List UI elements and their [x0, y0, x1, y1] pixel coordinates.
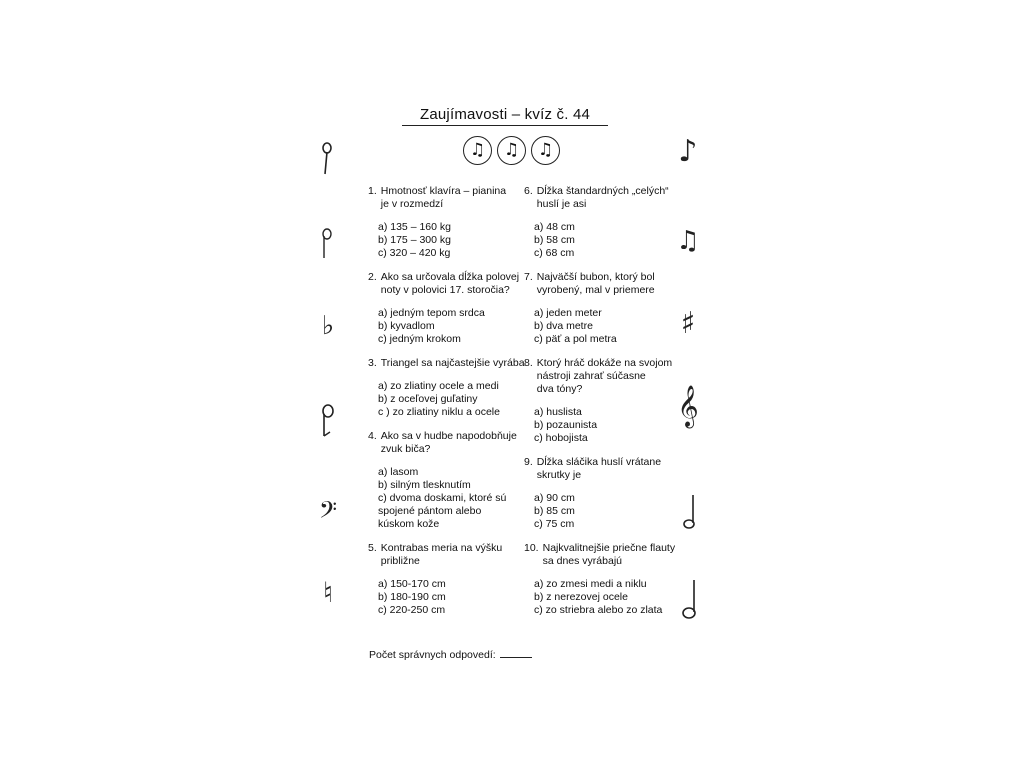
- question-2: [368, 271, 528, 346]
- half-note-icon: [313, 402, 343, 442]
- question-text: Najkvalitnejšie priečne flauty sa dnes vyrábajú: [542, 542, 676, 567]
- answer-option: a) zo zliatiny ocele a medi: [378, 380, 499, 392]
- question-1: [368, 185, 528, 260]
- question-text: Triangel sa najčastejšie vyrába: [380, 357, 525, 369]
- answer-option: a) jeden meter: [534, 307, 602, 319]
- answer-option: c) hobojista: [534, 432, 588, 444]
- answer-option: a) 48 cm: [534, 221, 575, 233]
- question-9: [524, 456, 674, 531]
- answer-option: c) päť a pol metra: [534, 333, 617, 345]
- question-3: [368, 357, 528, 419]
- question-number: 3.: [368, 357, 377, 369]
- score-label: Počet správnych odpovedí:: [369, 649, 496, 661]
- question-4: [368, 430, 528, 531]
- natural-icon: ♮: [322, 576, 333, 609]
- question-10: [524, 542, 684, 617]
- bass-clef-icon: 𝄢: [318, 496, 337, 529]
- music-note-circle-icon: ♫: [531, 136, 560, 165]
- music-note-circle-icon: ♫: [463, 136, 492, 165]
- answer-option: c) 68 cm: [534, 247, 575, 259]
- question-number: 1.: [368, 185, 377, 197]
- answer-option: b) 85 cm: [534, 505, 575, 517]
- eighth-note-icon: ♪: [678, 134, 698, 169]
- music-note-circle-icon: ♫: [497, 136, 526, 165]
- answer-option: c) 220-250 cm: [378, 604, 446, 616]
- score-footer: [369, 649, 532, 661]
- answer-option: c) dvoma doskami, ktoré sú spojené pántom alebo kúskom kože: [378, 492, 507, 530]
- answer-option: b) silným tlesknutím: [378, 479, 471, 491]
- answer-option: b) 58 cm: [534, 234, 575, 246]
- beamed-eighth-notes-icon: ♫: [676, 226, 700, 256]
- answer-option: a) zo zmesi medi a niklu: [534, 578, 647, 590]
- question-text: Dĺžka sláčika huslí vrátane skrutky je: [536, 456, 662, 481]
- question-text: Ako sa v hudbe napodobňuje zvuk biča?: [380, 430, 517, 455]
- question-5: [368, 542, 528, 617]
- answer-option: a) 135 – 160 kg: [378, 221, 451, 233]
- half-note-icon: [675, 493, 705, 537]
- question-number: 10.: [524, 542, 539, 554]
- question-text: Kontrabas meria na výšku približne: [380, 542, 503, 567]
- score-blank-line: [500, 657, 532, 658]
- flat-icon: ♭: [321, 311, 335, 341]
- question-text: Najväčší bubon, ktorý bol vyrobený, mal v priemere: [536, 271, 655, 296]
- question-number: 4.: [368, 430, 377, 442]
- answer-option: b) pozaunista: [534, 419, 598, 431]
- question-text: Hmotnosť klavíra – pianina je v rozmedzí: [380, 185, 507, 210]
- answer-option: a) 90 cm: [534, 492, 575, 504]
- answer-option: a) 150-170 cm: [378, 578, 446, 590]
- answer-option: c) 320 – 420 kg: [378, 247, 451, 259]
- question-number: 9.: [524, 456, 533, 468]
- question-number: 5.: [368, 542, 377, 554]
- answer-option: b) z oceľovej guľatiny: [378, 393, 478, 405]
- answer-option: c) 75 cm: [534, 518, 575, 530]
- question-8: [524, 357, 674, 445]
- answer-option: a) huslista: [534, 406, 582, 418]
- answer-option: c) zo striebra alebo zo zlata: [534, 604, 663, 616]
- sharp-icon: ♯: [680, 306, 696, 341]
- question-text: Ako sa určovala dĺžka polovej noty v polovici 17. storočia?: [380, 271, 520, 296]
- answer-option: b) 175 – 300 kg: [378, 234, 451, 246]
- question-text: Ktorý hráč dokáže na svojom nástroji zahrať súčasne dva tóny?: [536, 357, 673, 395]
- question-number: 2.: [368, 271, 377, 283]
- question-number: 6.: [524, 185, 533, 197]
- question-number: 7.: [524, 271, 533, 283]
- question-text: Dĺžka štandardných „celých“ huslí je asi: [536, 185, 669, 210]
- half-note-stem-icon: [313, 226, 343, 266]
- answer-option: b) z nerezovej ocele: [534, 591, 628, 603]
- answer-option: a) jedným tepom srdca: [378, 307, 485, 319]
- quarter-note-icon: [313, 140, 343, 180]
- answer-option: b) 180-190 cm: [378, 591, 446, 603]
- question-number: 8.: [524, 357, 533, 369]
- answer-option: b) kyvadlom: [378, 320, 435, 332]
- answer-option: b) dva metre: [534, 320, 593, 332]
- answer-option: a) lasom: [378, 466, 419, 478]
- treble-clef-icon: 𝄞: [677, 386, 699, 427]
- question-6: [524, 185, 674, 260]
- question-7: [524, 271, 674, 346]
- answer-option: c) jedným krokom: [378, 333, 461, 345]
- answer-option: c ) zo zliatiny niklu a ocele: [378, 406, 500, 418]
- page-title: Zaujímavosti – kvíz č. 44: [402, 106, 608, 126]
